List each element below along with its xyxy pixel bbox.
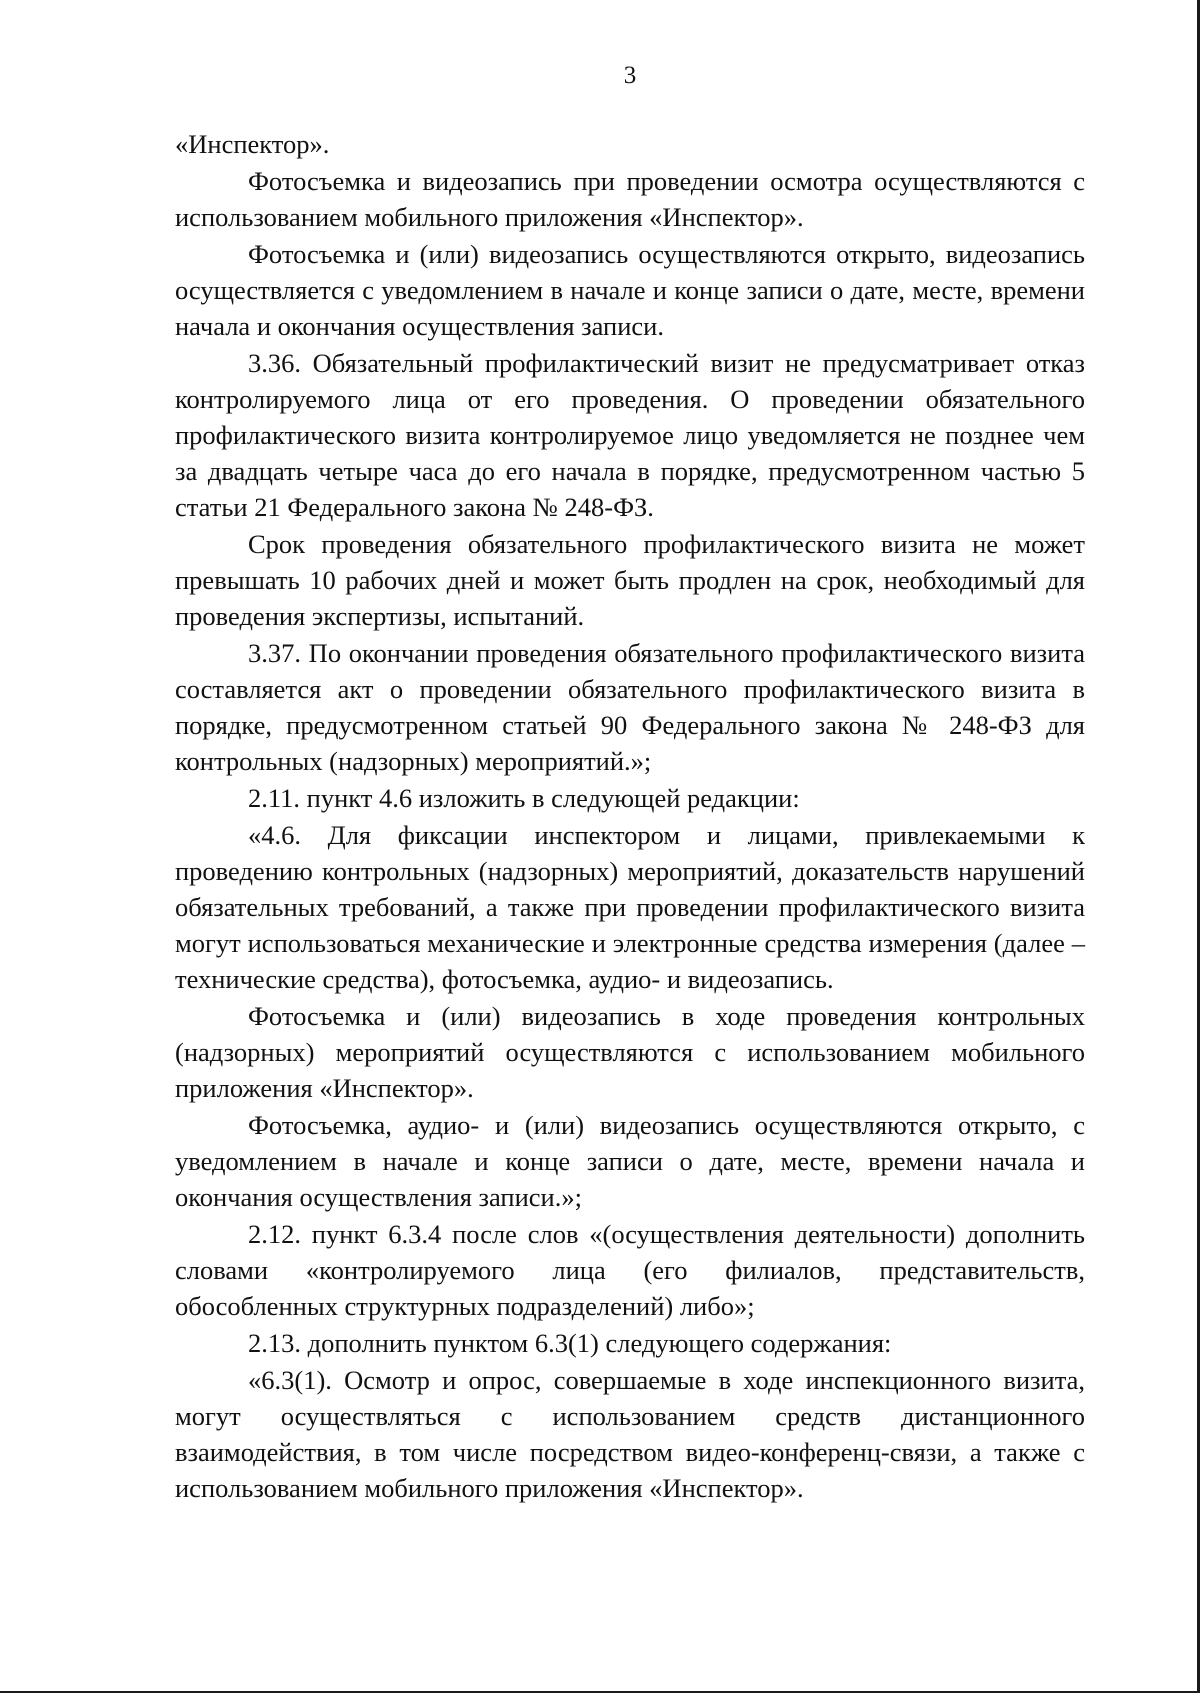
paragraph: Фотосъемка и видеозапись при проведении осмотра осуществляются с использованием мобильного приложения «Инспектор». bbox=[175, 166, 1085, 232]
paragraph-2-11: 2.11. пункт 4.6 изложить в следующей редакции: bbox=[248, 783, 800, 813]
paragraph-3-36: 3.36. Обязательный профилактический визит не предусматривает отказ контролируемого лица от его проведения. О проведении обязательного профилактического визита контролируемое лицо уведомляется не позднее чем за двадцать четыре часа до его начала в порядке, предусмотренном частью 5 статьи 21 Федерального закона № 248-ФЗ. bbox=[175, 348, 1085, 522]
paragraph-2-13: 2.13. дополнить пунктом 6.3(1) следующего содержания: bbox=[248, 1328, 892, 1358]
paragraph-3-37: 3.37. По окончании проведения обязательного профилактического визита составляется акт о проведении обязательного профилактического визита в порядке, предусмотренном статьей 90 Федерального закона № 248-ФЗ для контрольных (надзорных) мероприятий.»; bbox=[175, 638, 1085, 776]
paragraph: Срок проведения обязательного профилактического визита не может превышать 10 рабочих дней и может быть продлен на срок, необходимый для проведения экспертизы, испытаний. bbox=[175, 529, 1085, 631]
paragraph: Фотосъемка и (или) видеозапись в ходе проведения контрольных (надзорных) мероприятий осуществляются с использованием мобильного приложения «Инспектор». bbox=[175, 1001, 1085, 1103]
paragraph-4-6: «4.6. Для фиксации инспектором и лицами, привлекаемыми к проведению контрольных (надзорных) мероприятий, доказательств нарушений обязательных требований, а также при проведении профилактического визита могут использоваться механические и электронные средства измерения (далее – технические средства), фотосъемка, аудио- и видеозапись. bbox=[175, 820, 1085, 994]
paragraph: Фотосъемка и (или) видеозапись осуществляются открыто, видеозапись осуществляется с уведомлением в начале и конце записи о дате, месте, времени начала и окончания осуществления записи. bbox=[175, 239, 1085, 341]
paragraph-continuation: «Инспектор». bbox=[175, 129, 330, 159]
paragraph-6-3-1: «6.3(1). Осмотр и опрос, совершаемые в ходе инспекционного визита, могут осуществляться с использованием средств дистанционного взаимодействия, в том числе посредством видео-конференц-связи, а также с использованием мобильного приложения «Инспектор». bbox=[175, 1365, 1085, 1503]
paragraph-2-12: 2.12. пункт 6.3.4 после слов «(осуществления деятельности) дополнить словами «контролируемого лица (его филиалов, представительств, обособленных структурных подразделений) либо»; bbox=[175, 1219, 1085, 1321]
paragraph: Фотосъемка, аудио- и (или) видеозапись осуществляются открыто, с уведомлением в начале и конце записи о дате, месте, времени начала и окончания осуществления записи.»; bbox=[175, 1110, 1085, 1212]
document-body bbox=[175, 126, 1085, 1507]
page-number: 3 bbox=[623, 62, 637, 89]
